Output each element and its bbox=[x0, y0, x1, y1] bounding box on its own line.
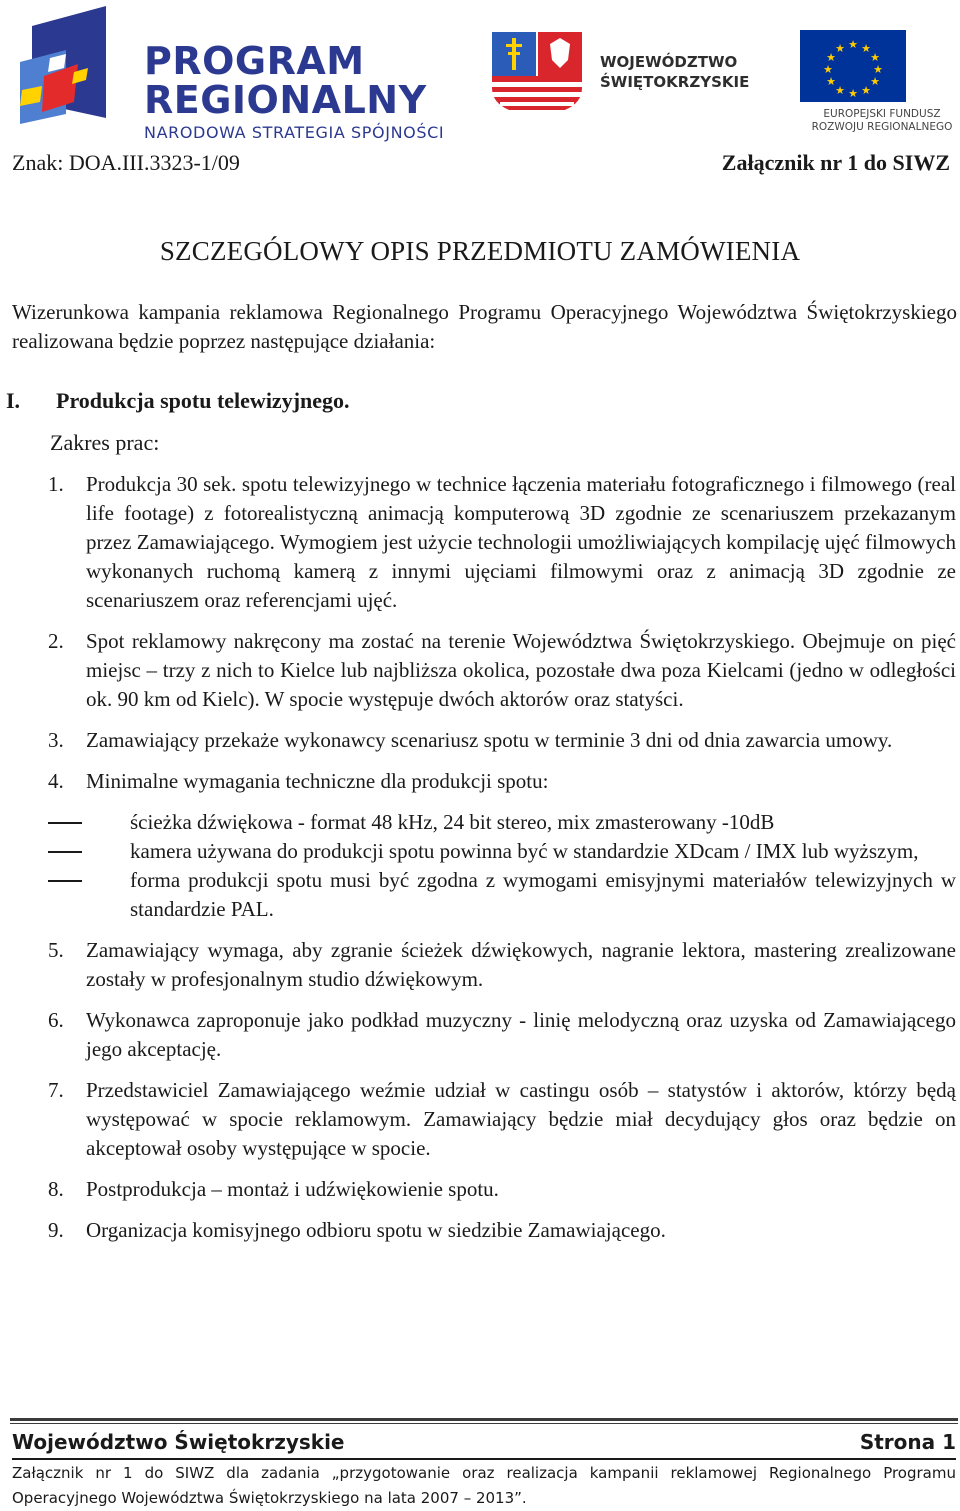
section-number: I. bbox=[6, 388, 21, 413]
tech-requirement-item bbox=[86, 866, 956, 924]
footer-divider-thin bbox=[10, 1423, 958, 1424]
svg-text:★: ★ bbox=[823, 63, 833, 76]
item-number: 5. bbox=[48, 938, 64, 962]
eu-flag-icon bbox=[800, 30, 910, 104]
item-number: 8. bbox=[48, 1177, 64, 1201]
item-text: Produkcja 30 sek. spotu telewizyjnego w technice łączenia materiału fotograficznego i filmowego (real life footage) z fotorealistyczną animacją komputerową 3D zgodnie ze scenariuszem przekazanym przez Zamawiającego. Wymogiem jest użycie technologii umożliwiających kompilację ujęć filmowych wykonanych ruchomą kamerą z innymi ujęciami filmowymi oraz z animacją 3D zgodnie ze scenariuszem oraz referencjami ujęć. bbox=[86, 472, 956, 612]
coat-of-arms-icon bbox=[490, 30, 590, 110]
svg-text:★: ★ bbox=[835, 42, 845, 55]
dash-bullet-icon bbox=[48, 851, 82, 853]
item-text: Wykonawca zaproponuje jako podkład muzyczny - linię melodyczną oraz uzyska od Zamawiającego jego akceptację. bbox=[86, 1008, 956, 1061]
svg-text:★: ★ bbox=[873, 63, 883, 76]
list-item bbox=[48, 1216, 956, 1245]
svg-text:★: ★ bbox=[870, 51, 880, 64]
list-item bbox=[48, 1076, 956, 1163]
eu-fund-logo bbox=[796, 30, 958, 140]
item-number: 1. bbox=[48, 472, 64, 496]
list-item bbox=[48, 470, 956, 615]
logo-text-nss: NARODOWA STRATEGIA SPÓJNOŚCI bbox=[144, 123, 445, 142]
logo-text-efrr-2: ROZWOJU REGIONALNEGO bbox=[811, 121, 953, 133]
item-text: Zamawiający wymaga, aby zgranie ścieżek dźwiękowych, nagranie lektora, mastering zrealizowane zostały w profesjonalnym studio dźwiękowym. bbox=[86, 938, 956, 991]
list-item bbox=[48, 1006, 956, 1064]
tech-requirement-item bbox=[86, 837, 956, 866]
document-meta-row bbox=[12, 150, 950, 180]
svg-text:★: ★ bbox=[848, 38, 858, 51]
logo-text-swietokrzyskie: ŚWIĘTOKRZYSKIE bbox=[600, 73, 750, 91]
tech-requirements-list bbox=[86, 808, 956, 924]
list-item bbox=[48, 767, 956, 924]
item-text: Organizacja komisyjnego odbioru spotu w siedzibie Zamawiającego. bbox=[86, 1218, 666, 1242]
item-number: 6. bbox=[48, 1008, 64, 1032]
program-regionalny-logo bbox=[14, 6, 464, 142]
footer-note: Załącznik nr 1 do SIWZ dla zadania „przygotowanie oraz realizacja kampanii reklamowej Regionalnego Programu Operacyjnego Województwa Świętokrzyskiego na lata 2007 – 2013”. bbox=[12, 1464, 956, 1507]
section-title: Produkcja spotu telewizyjnego. bbox=[56, 388, 350, 413]
item-number: 9. bbox=[48, 1218, 64, 1242]
item-number: 3. bbox=[48, 728, 64, 752]
document-title: SZCZEGÓLOWY OPIS PRZEDMIOTU ZAMÓWIENIA bbox=[159, 236, 801, 266]
scope-label: Zakres prac: bbox=[50, 430, 160, 455]
intro-paragraph: Wizerunkowa kampania reklamowa Regionalnego Programu Operacyjnego Województwa Świętokrzyskiego realizowana będzie poprzez następujące działania: bbox=[12, 300, 957, 353]
svg-text:★: ★ bbox=[826, 75, 836, 88]
attachment-label: Załącznik nr 1 do SIWZ bbox=[721, 150, 950, 175]
item-number: 7. bbox=[48, 1078, 64, 1102]
tech-requirement-item bbox=[86, 808, 956, 837]
svg-text:★: ★ bbox=[861, 84, 871, 97]
tech-requirement-text: kamera używana do produkcji spotu powinna być w standardzie XDcam / IMX lub wyższym, bbox=[130, 839, 919, 863]
svg-text:★: ★ bbox=[870, 75, 880, 88]
page-number: Strona 1 bbox=[859, 1430, 956, 1454]
svg-text:★: ★ bbox=[861, 42, 871, 55]
list-item bbox=[48, 627, 956, 714]
dash-bullet-icon bbox=[48, 880, 82, 882]
logo-text-program: PROGRAM bbox=[144, 39, 365, 83]
logo-text-wojewodztwo: WOJEWÓDZTWO bbox=[600, 53, 738, 71]
svg-text:★: ★ bbox=[848, 87, 858, 100]
footer-organization: Województwo Świętokrzyskie bbox=[12, 1430, 345, 1454]
document-reference: Znak: DOA.III.3323-1/09 bbox=[12, 150, 240, 175]
program-regionalny-emblem-icon bbox=[14, 6, 134, 134]
logo-text-efrr-1: EUROPEJSKI FUNDUSZ bbox=[823, 108, 941, 120]
footer-title-row bbox=[12, 1430, 956, 1460]
wojewodztwo-logo bbox=[490, 30, 750, 110]
footer-divider bbox=[10, 1418, 958, 1421]
work-items-list bbox=[48, 470, 956, 1257]
item-number: 2. bbox=[48, 629, 64, 653]
section-heading bbox=[6, 388, 350, 414]
page-header bbox=[0, 0, 960, 140]
item-text: Przedstawiciel Zamawiającego weźmie udział w castingu osób – statystów i aktorów, którzy będą występować w spocie reklamowym. Zamawiający będzie miał decydujący głos oraz będzie on akceptował osoby występujące w spocie. bbox=[86, 1078, 956, 1160]
item-number: 4. bbox=[48, 769, 64, 793]
item-text: Zamawiający przekaże wykonawcy scenariusz spotu w terminie 3 dni od dnia zawarcia umowy. bbox=[86, 728, 893, 752]
item-text: Postprodukcja – montaż i udźwiękowienie spotu. bbox=[86, 1177, 499, 1201]
svg-text:★: ★ bbox=[835, 84, 845, 97]
list-item bbox=[48, 936, 956, 994]
list-item bbox=[48, 1175, 956, 1204]
tech-requirement-text: ścieżka dźwiękowa - format 48 kHz, 24 bit stereo, mix zmasterowany -10dB bbox=[130, 810, 775, 834]
svg-text:★: ★ bbox=[826, 51, 836, 64]
tech-requirement-text: forma produkcji spotu musi być zgodna z wymogami emisyjnymi materiałów telewizyjnych w standardzie PAL. bbox=[130, 868, 956, 921]
dash-bullet-icon bbox=[48, 822, 82, 824]
item-text: Minimalne wymagania techniczne dla produkcji spotu: bbox=[86, 769, 549, 793]
list-item bbox=[48, 726, 956, 755]
item-text: Spot reklamowy nakręcony ma zostać na terenie Województwa Świętokrzyskiego. Obejmuje on pięć miejsc – trzy z nich to Kielce lub najbliższa okolica, pozostałe dwa poza Kielcami (jedno w odległości ok. 90 km od Kielc). W spocie występuje dwóch aktorów oraz statyści. bbox=[86, 629, 956, 711]
logo-text-regionalny: REGIONALNY bbox=[144, 78, 427, 122]
